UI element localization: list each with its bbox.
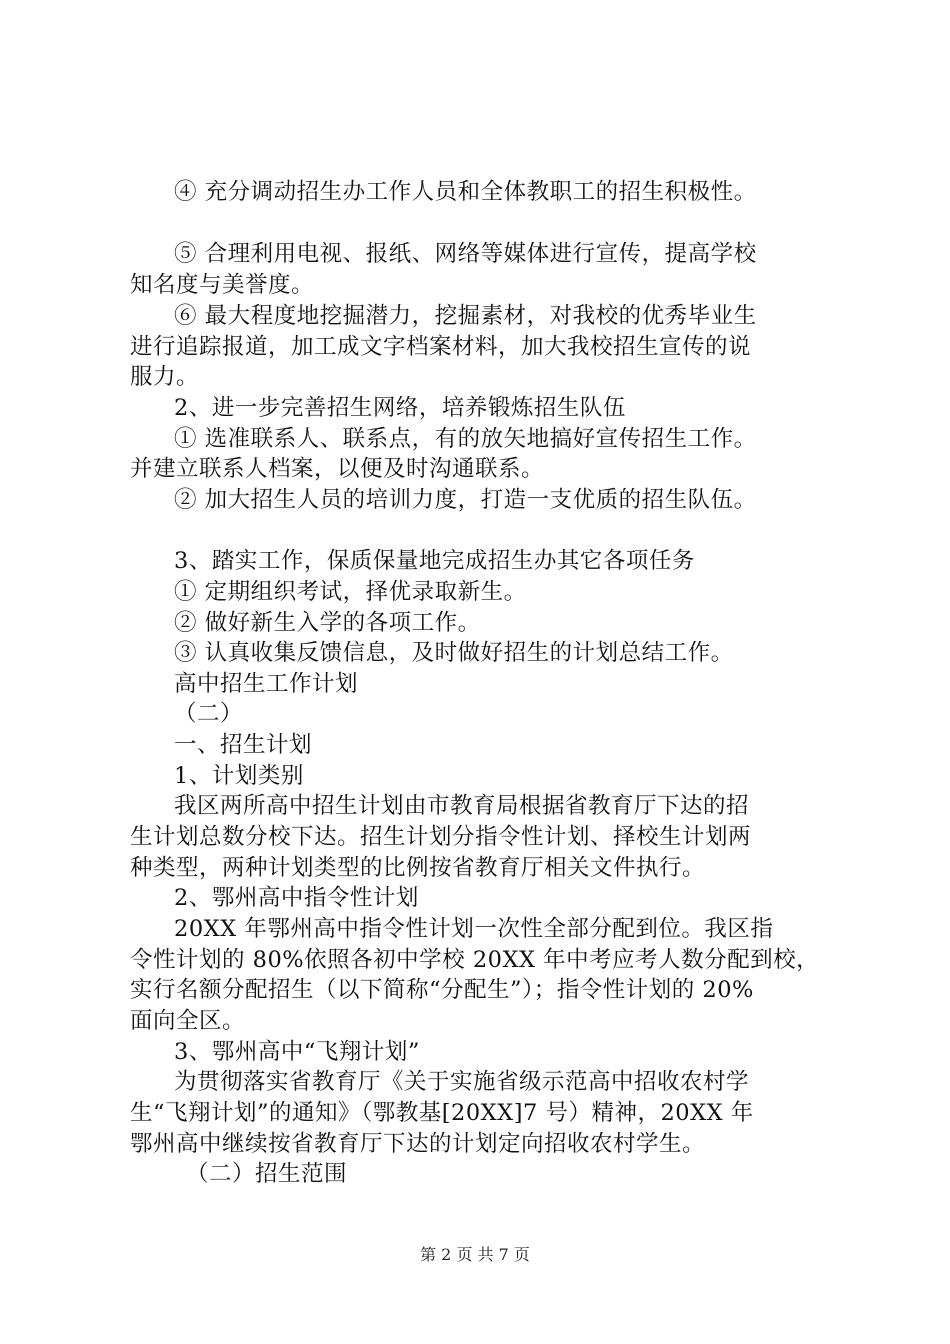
section-heading: 3、鄂州高中“飞翔计划” <box>174 1039 420 1065</box>
paragraph-line: ② 加大招生人员的培训力度，打造一支优质的招生队伍。 <box>174 487 757 513</box>
section-heading: 1、计划类别 <box>174 763 304 789</box>
paragraph-line: ③ 认真收集反馈信息，及时做好招生的计划总结工作。 <box>174 640 734 666</box>
page-number-footer: 第 2 页 共 7 页 <box>420 1245 530 1264</box>
paragraph-line: 令性计划的 80%依照各初中学校 20XX 年中考应考人数分配到校， <box>130 947 820 973</box>
paragraph-line: 进行追踪报道，加工成文字档案材料，加大我校招生宣传的说 <box>130 334 752 360</box>
paragraph-line: 为贯彻落实省教育厅《关于实施省级示范高中招收农村学 <box>174 1069 750 1095</box>
paragraph-line: 生计划总数分校下达。招生计划分指令性计划、择校生计划两 <box>130 824 752 850</box>
paragraph-line: 种类型，两种计划类型的比例按省教育厅相关文件执行。 <box>130 855 706 881</box>
paragraph-line: ⑥ 最大程度地挖掘潜力，挖掘素材，对我校的优秀毕业生 <box>174 303 757 329</box>
paragraph-line: ⑤ 合理利用电视、报纸、网络等媒体进行宣传，提高学校 <box>174 241 757 267</box>
paragraph-line: 实行名额分配招生（以下简称“分配生”）；指令性计划的 20% <box>130 977 754 1003</box>
paragraph-line: ④ 充分调动招生办工作人员和全体教职工的招生积极性。 <box>174 179 757 205</box>
paragraph-line: 鄂州高中继续按省教育厅下达的计划定向招收农村学生。 <box>130 1131 706 1157</box>
document-subtitle: （二） <box>174 701 244 727</box>
paragraph-line: ① 选准联系人、联系点，有的放矢地搞好宣传招生工作。 <box>174 426 757 452</box>
paragraph-line: 20XX 年鄂州高中指令性计划一次性全部分配到位。我区指 <box>174 916 774 942</box>
document-title: 高中招生工作计划 <box>174 671 359 697</box>
paragraph-line: ② 做好新生入学的各项工作。 <box>174 610 481 636</box>
section-heading: 2、进一步完善招生网络，培养锻炼招生队伍 <box>174 395 626 421</box>
paragraph-line: 面向全区。 <box>130 1008 246 1034</box>
paragraph-line: 我区两所高中招生计划由市教育局根据省教育厅下达的招 <box>174 793 750 819</box>
paragraph-line: 知名度与美誉度。 <box>130 272 315 298</box>
paragraph-line: 服力。 <box>130 364 200 390</box>
section-heading: 2、鄂州高中指令性计划 <box>174 885 419 911</box>
paragraph-line: 并建立联系人档案，以便及时沟通联系。 <box>130 456 545 482</box>
section-heading: （二）招生范围 <box>186 1161 348 1187</box>
section-heading: 一、招生计划 <box>174 732 313 758</box>
paragraph-line: 生“飞翔计划”的通知》（鄂教基[20XX]7 号）精神，20XX 年 <box>130 1100 754 1126</box>
paragraph-line: ① 定期组织考试，择优录取新生。 <box>174 579 527 605</box>
section-heading: 3、踏实工作，保质保量地完成招生办其它各项任务 <box>174 548 695 574</box>
